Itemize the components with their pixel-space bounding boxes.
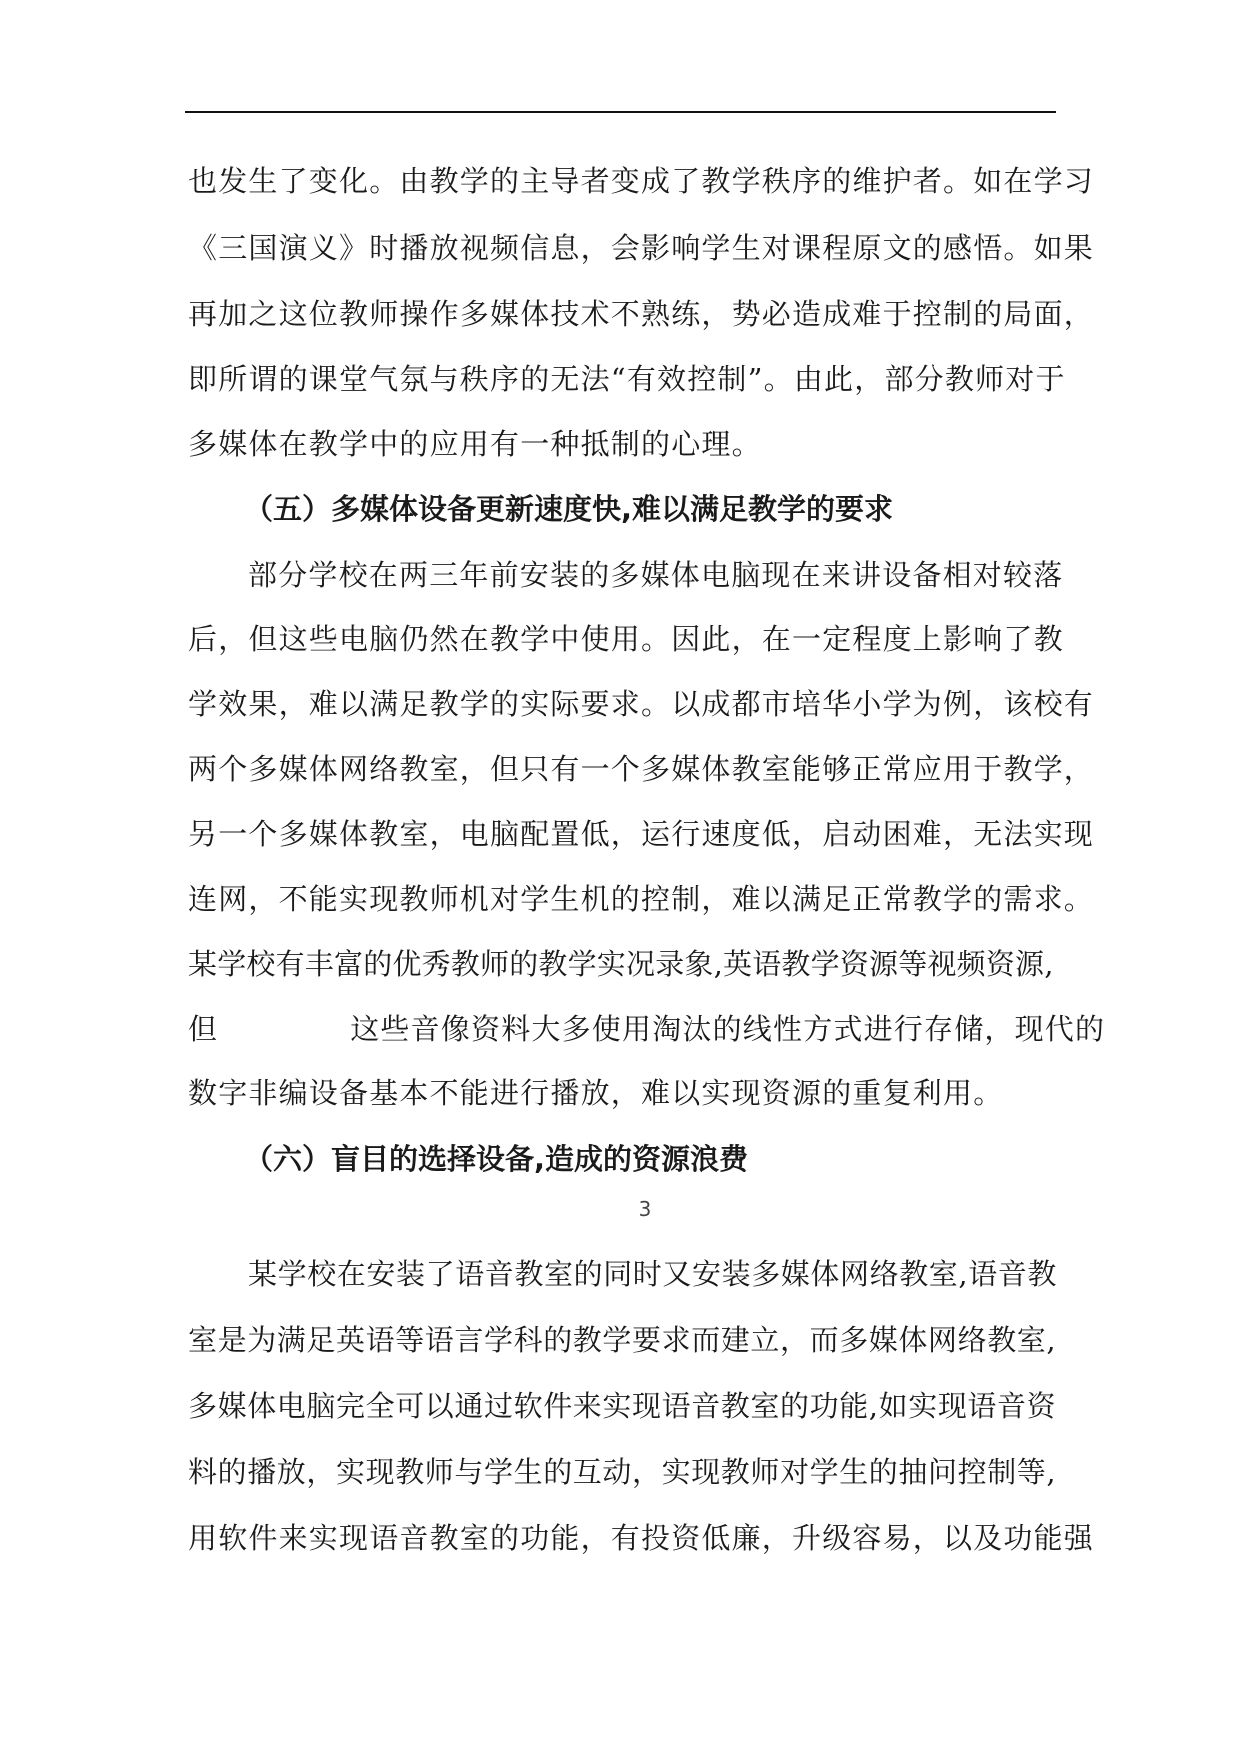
body-text-line: 另一个多媒体教室，电脑配置低，运行速度低，启动困难，无法实现 (188, 817, 1095, 851)
body-text-line: 某学校在安装了语音教室的同时又安装多媒体网络教室,语音教 (248, 1257, 1058, 1291)
page-number: 3 (638, 1197, 652, 1221)
body-text-line: 数字非编设备基本不能进行播放，难以实现资源的重复利用。 (188, 1076, 1004, 1110)
body-text-line: 某学校有丰富的优秀教师的教学实况录象,英语教学资源等视频资源, (188, 947, 1054, 981)
body-text-line (188, 1009, 1105, 1049)
body-text-line: 用软件来实现语音教室的功能，有投资低廉，升级容易，以及功能强 (188, 1521, 1095, 1555)
body-text-line: 料的播放，实现教师与学生的互动，实现教师对学生的抽问控制等, (188, 1455, 1057, 1489)
body-text-line: 再加之这位教师操作多媒体技术不熟练，势必造成难于控制的局面， (188, 297, 1095, 331)
section-heading-6: （六）盲目的选择设备,造成的资源浪费 (244, 1142, 749, 1176)
body-text-line: 《三国演义》时播放视频信息，会影响学生对课程原文的感悟。如果 (188, 231, 1095, 265)
body-text-line: 多媒体在教学中的应用有一种抵制的心理。 (188, 427, 762, 461)
body-text-line: 后，但这些电脑仍然在教学中使用。因此，在一定程度上影响了教 (188, 622, 1064, 656)
body-text-line: 两个多媒体网络教室，但只有一个多媒体教室能够正常应用于教学， (188, 752, 1095, 786)
body-text-line: 学效果，难以满足教学的实际要求。以成都市培华小学为例，该校有 (188, 687, 1095, 721)
line-prefix: 但 (188, 1012, 219, 1046)
body-text-line: 部分学校在两三年前安装的多媒体电脑现在来讲设备相对较落 (248, 558, 1064, 592)
line-remainder: 这些音像资料大多使用淘汰的线性方式进行存储，现代的 (350, 1012, 1106, 1046)
body-text-line: 多媒体电脑完全可以通过软件来实现语音教室的功能,如实现语音资 (188, 1389, 1057, 1423)
body-text-line: 即所谓的课堂气氛与秩序的无法“有效控制”。由此，部分教师对于 (188, 362, 1066, 396)
section-heading-5: （五）多媒体设备更新速度快,难以满足教学的要求 (244, 492, 894, 526)
header-rule (185, 111, 1056, 113)
body-text-line: 也发生了变化。由教学的主导者变成了教学秩序的维护者。如在学习 (188, 164, 1095, 198)
body-text-line: 室是为满足英语等语言学科的教学要求而建立，而多媒体网络教室, (188, 1323, 1057, 1357)
body-text-line: 连网，不能实现教师机对学生机的控制，难以满足正常教学的需求。 (188, 882, 1095, 916)
